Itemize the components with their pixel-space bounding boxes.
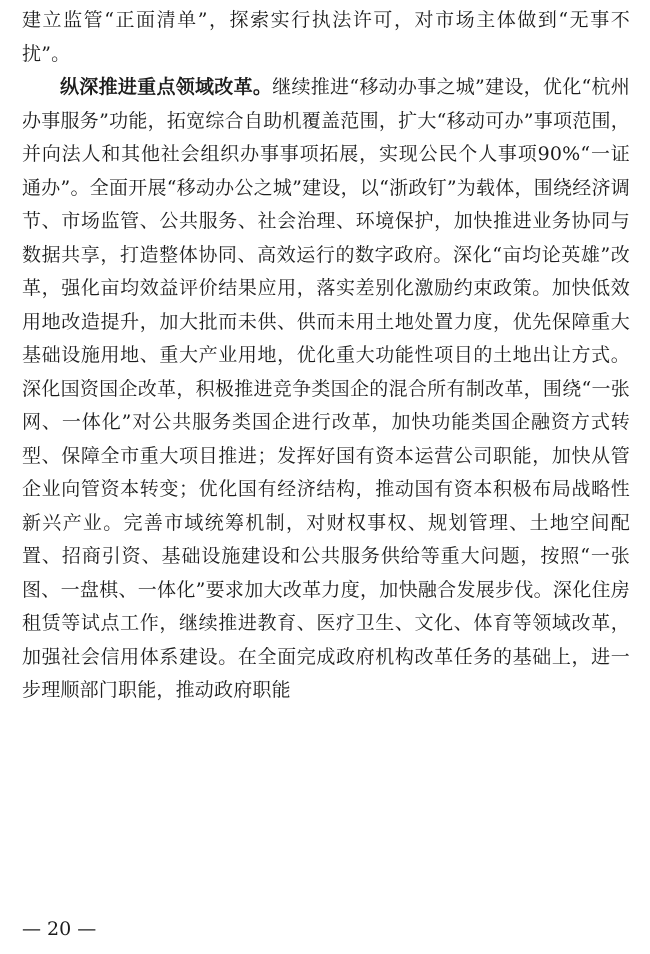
document-body — [22, 4, 630, 708]
paragraph-heading: 纵深推进重点领域改革。 — [60, 76, 273, 98]
page-number: — 20 — — [22, 918, 97, 940]
paragraph-text: 继续推进“移动办事之城”建设，优化“杭州办事服务”功能，拓宽综合自助机覆盖范围，扩大“移动可办”事项范围，并向法人和其他社会组织办事事项拓展，实现公民个人事项90%“一证通办”。全面开展“移动办公之城”建设，以“浙政钉”为载体，围绕经济调节、市场监管、公共服务、社会治理、环境保护，加快推进业务协同与数据共享，打造整体协同、高效运行的数字政府。深化“亩均论英雄”改革，强化亩均效益评价结果应用，落实差别化激励约束政策。加快低效用地改造提升，加大批而未供、供而未用土地处置力度，优先保障重大基础设施用地、重大产业用地，优化重大功能性项目的土地出让方式。深化国资国企改革，积极推进竞争类国企的混合所有制改革，围绕“一张网、一体化”对公共服务类国企进行改革，加快功能类国企融资方式转型、保障全市重大项目推进；发挥好国有资本运营公司职能，加快从管企业向管资本转变；优化国有经济结构，推动国有资本积极布局战略性新兴产业。完善市域统筹机制，对财权事权、规划管理、土地空间配置、招商引资、基础设施建设和公共服务供给等重大问题，按照“一张图、一盘棋、一体化”要求加大改革力度，加快融合发展步伐。深化住房租赁等试点工作，继续推进教育、医疗卫生、文化、体育等领域改革，加强社会信用体系建设。在全面完成政府机构改革任务的基础上，进一步理顺部门职能，推动政府职能 — [22, 76, 630, 701]
paragraph-reform — [22, 71, 630, 708]
paragraph-continuation — [22, 4, 630, 71]
paragraph-text: 建立监管“正面清单”，探索实行执法许可，对市场主体做到“无事不扰”。 — [22, 9, 630, 65]
